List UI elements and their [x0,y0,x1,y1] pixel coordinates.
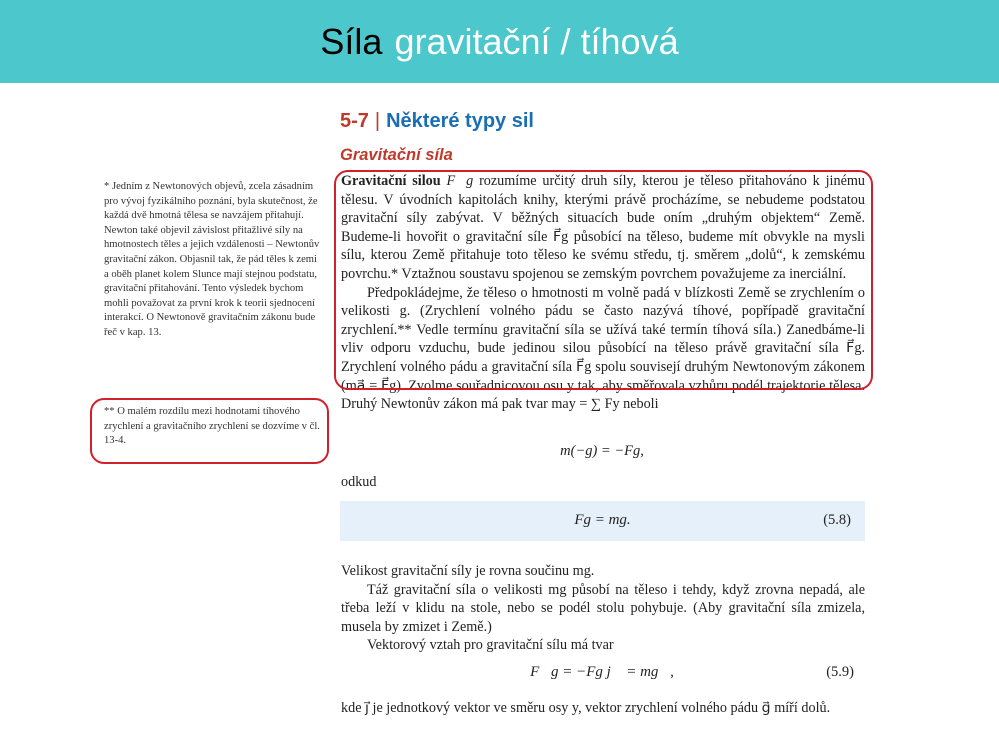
footnote-gravity-difference: ** O malém rozdílu mezi hodnotami tíhového zrychlení a gravitačního zrychlení se dozvíme v čl. 13-4. [104,406,320,447]
equation-5-9-number: (5.9) [826,664,854,680]
equation-5-9-formula: F⃗g = −Fg j⃗ = mg⃗, [530,664,674,680]
highlight-box-footnote [90,398,329,464]
paragraph-unit-vector: kde j⃗ je jednotkový vektor ve směru osy y, vektor zrychlení volného pádu g⃗ míří dolů. [341,700,831,716]
paragraph-at-rest: Táž gravitační síla o velikosti mg působí na těleso i tehdy, když zrovna nepadá, ale třeba leží v klidu na stole, nebo se podél stolu pohybuje. (Aby gravitační síla zmizela, musela by zmizet i Země.) [341,581,865,635]
paragraph-definition-text: rozumíme určitý druh síly, kterou je těleso přitahováno k jinému tělesu. V úvodních kapitolách knihy, kterými právě procházíme, se nebudeme podstatou gravitační síly zabývat. V běžných situacích bude oním „druhým objektem“ Země. Budeme-li hovořit o gravitační síle F⃗g působící na těleso, budeme mít obvykle na mysli sílu, kterou Země přitahuje toto těleso ke svému středu, tj. směrem „dolů“, k zemskému povrchu.* Vztažnou soustavu spojenou se zemským povrchem považujeme za inerciální. [341,173,865,282]
equation-5-8 [340,501,865,541]
term-gravitational-force: Gravitační silou [341,173,441,189]
equation-5-8-formula: Fg = mg. [574,512,631,528]
section-heading [340,110,534,133]
slide-title [0,0,999,83]
symbol-fg: F⃗g [446,173,474,189]
paragraph-vector-intro: Vektorový vztah pro gravitační sílu má tvar [367,637,614,654]
word-odkud: odkud [341,474,377,490]
section-title: Některé typy sil [386,110,534,132]
highlight-box-main [334,170,873,390]
title-subtitle: gravitační / tíhová [394,20,679,62]
footnote-newton: * Jedním z Newtonových objevů, zcela zásadním pro vývoj fyzikálního poznání, byla skutečnost, že každá dvě hmotná tělesa se navzájem přitahují. Newton také objevil závislost přitažlivé síly na hmotnostech těles a jejich vzdálenosti – Newtonův gravitační zákon. Objasnil tak, že pád těles k zemi a oběh planet kolem Slunce mají stejnou podstatu, gravitační přitahování. Tento výsledek bychom mohli považovat za první krok k teorii sjednocení interakcí. O Newtonově gravitačním zákonu bude řeč v kap. 13. [104,181,320,338]
section-number: 5-7 [340,110,369,132]
paragraph-free-fall: Předpokládejme, že těleso o hmotnosti m volně padá v blízkosti Země se zrychlením o velikosti g. (Zrychlení volného pádu se často nazývá tíhové, popřípadě gravitační zrychlení.** Vedle termínu gravitační síla se užívá také termín tíhová síla.) Zanedbáme-li vliv odporu vzduchu, bude jedinou silou působící na těleso právě gravitační síla F⃗g. Zrychlení volného pádu a gravitační síla F⃗g spolu souvisejí druhým Newtonovým zákonem (ma⃗ = F⃗g). Zvolme souřadnicovou osu y tak, aby směřovala vzhůru podél trajektorie tělesa. Druhý Newtonův zákon má pak tvar may = ∑ Fy neboli [341,284,865,413]
text-unit-vector [341,699,865,718]
equation-5-8-number: (5.8) [823,512,851,528]
section-separator: | [374,110,381,132]
paragraph-magnitude: Velikost gravitační síly je rovna součinu mg. [341,563,595,579]
equation-newton: m(−g) = −Fg, [560,443,644,459]
text-after-equation [341,562,865,655]
equation-5-9 [340,664,864,686]
subsection-heading: Gravitační síla [340,146,453,164]
title-word-sila: Síla [320,20,383,62]
